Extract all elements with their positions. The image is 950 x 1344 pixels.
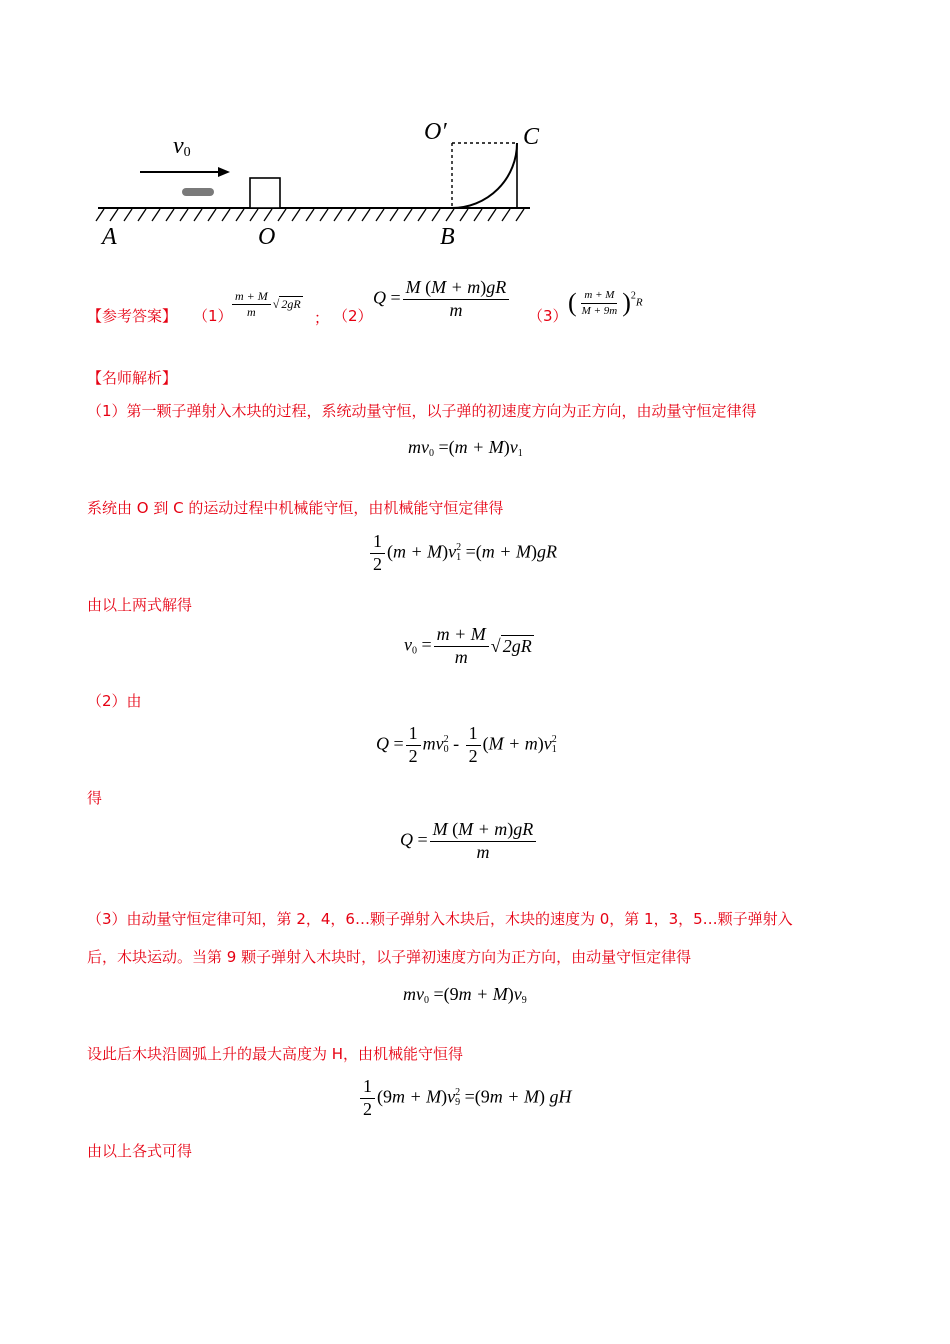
analysis-step-6a: （3）由动量守恒定律可知，第 2，4，6…颗子弹射入木块后，木块的速度为 0，第 1，3，5…颗子弹射入 [87, 910, 793, 928]
equation-4: Q = $\frac{1}{2}$ mv 2 0 - $\frac{1}{2}$ (M + m)v 2 1 [376, 723, 557, 766]
answer-part-3: （3） [528, 307, 568, 325]
equation-3: $v_0$ = $\frac{m + M}{m}$ √ 2gR [404, 624, 532, 667]
label-v0: $v_0$ [173, 133, 191, 160]
answer-part-2: （2） [333, 307, 373, 325]
analysis-step-7: 设此后木块沿圆弧上升的最大高度为 H，由机械能守恒得 [87, 1045, 464, 1063]
dashed-frame [452, 143, 516, 208]
label-o-prime: O′ [424, 119, 447, 145]
equation-6: $mv_0 =(9m + M)v_9$ [403, 984, 527, 1006]
answer-part-1: （1） [193, 307, 233, 325]
answer-3-formula: ( $\frac{m + M}{M + 9m}$ )$^2$R [568, 288, 643, 317]
equation-2: $\frac{1}{2}$ (m + M)v 2 1 =(m + M)gR [368, 532, 557, 575]
analysis-step-8: 由以上各式可得 [87, 1142, 193, 1160]
velocity-arrowhead [218, 167, 230, 177]
equation-5: Q = $\frac{M (M + m)gR}{m}$ [400, 820, 538, 863]
label-o: O [258, 224, 276, 250]
wood-block [250, 178, 280, 208]
label-c: C [523, 124, 540, 150]
analysis-step-2: 系统由 O 到 C 的运动过程中机械能守恒，由机械能守恒定律得 [87, 499, 504, 517]
analysis-step-3: 由以上两式解得 [87, 596, 193, 614]
analysis-step-1: （1）第一颗子弹射入木块的过程，系统动量守恒，以子弹的初速度方向为正方向，由动量守恒定律得 [87, 402, 757, 420]
answer-tag: 【参考答案】 [87, 307, 178, 325]
analysis-step-6b: 后，木块运动。当第 9 颗子弹射入木块时，以子弹初速度方向为正方向，由动量守恒定律得 [87, 948, 692, 966]
analysis-tag: 【名师解析】 [87, 369, 178, 387]
answer-1-formula: $\frac{m + M}{m}$ √ 2gR [230, 290, 303, 319]
answer-2-formula: Q = $\frac{M (M + m)gR}{m}$ [373, 278, 511, 321]
physics-diagram [90, 110, 560, 260]
equation-1: $mv_0 =(m + M)v_1$ [408, 437, 523, 459]
analysis-step-4: （2）由 [87, 692, 142, 710]
ground-hatching [96, 209, 524, 221]
analysis-step-5: 得 [87, 789, 103, 807]
label-b: B [440, 224, 455, 250]
circular-arc [452, 143, 517, 208]
bullet [182, 188, 214, 196]
label-a: A [102, 224, 117, 250]
answer-separator: ； [314, 309, 330, 327]
equation-7: $\frac{1}{2}$ (9m + M)v 2 9 =(9m + M) gH [358, 1077, 571, 1120]
